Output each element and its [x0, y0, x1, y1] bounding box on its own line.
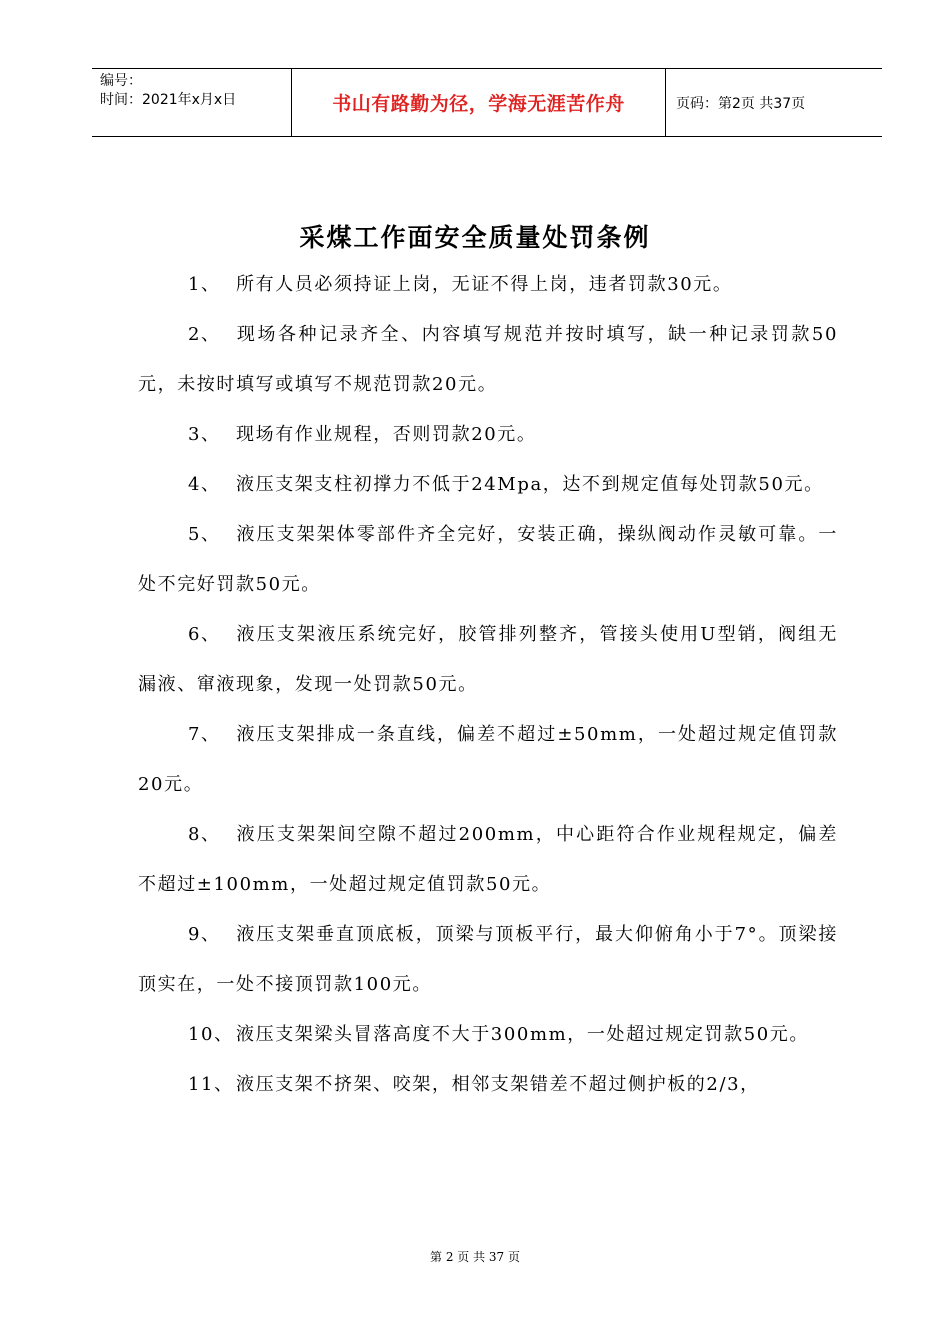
- item-text: 液压支架不挤架、咬架，相邻支架错差不超过侧护板的2/3，: [236, 1074, 760, 1095]
- page-footer: 第 2 页 共 37 页: [430, 1250, 520, 1264]
- item-number: 5、: [188, 524, 221, 545]
- header-page-info: [666, 69, 882, 136]
- item-text: 液压支架排成一条直线，偏差不超过±50mm，一处超过规定值罚款20元。: [138, 724, 838, 795]
- item-number: 6、: [188, 624, 221, 645]
- list-item: [138, 910, 838, 1010]
- page-header: [92, 68, 882, 137]
- time-label: 时间：2021年x月x日: [100, 92, 237, 108]
- item-number: 2、: [188, 324, 221, 345]
- list-item: [138, 460, 838, 510]
- item-text: 液压支架液压系统完好，胶管排列整齐，管接头使用U型销，阀组无漏液、窜液现象，发现一处罚款50元。: [138, 624, 838, 695]
- item-number: 4、: [188, 474, 221, 495]
- item-number: 7、: [188, 724, 221, 745]
- page-label: 页码：第2页 共37页: [676, 95, 806, 112]
- header-motto: 书山有路勤为径，学海无涯苦作舟: [292, 69, 666, 136]
- item-text: 液压支架垂直顶底板，顶梁与顶板平行，最大仰俯角小于7°。顶梁接顶实在，一处不接顶罚款100元。: [138, 924, 838, 995]
- code-label: 编号：: [100, 73, 142, 89]
- list-item: [138, 410, 838, 460]
- item-number: 11、: [188, 1074, 234, 1095]
- list-item: [138, 710, 838, 810]
- list-item: [138, 310, 838, 410]
- item-text: 现场各种记录齐全、内容填写规范并按时填写，缺一种记录罚款50元，未按时填写或填写不规范罚款20元。: [138, 324, 838, 395]
- item-number: 8、: [188, 824, 221, 845]
- item-text: 液压支架架体零部件齐全完好，安装正确，操纵阀动作灵敏可靠。一处不完好罚款50元。: [138, 524, 838, 595]
- list-item: [138, 1010, 838, 1060]
- list-item: [138, 1060, 838, 1110]
- list-item: [138, 810, 838, 910]
- document-body: [138, 260, 838, 1110]
- list-item: [138, 260, 838, 310]
- list-item: [138, 510, 838, 610]
- item-number: 1、: [188, 274, 221, 295]
- item-text: 现场有作业规程，否则罚款20元。: [236, 424, 537, 445]
- list-item: [138, 610, 838, 710]
- item-number: 9、: [188, 924, 221, 945]
- item-text: 液压支架支柱初撑力不低于24Mpa，达不到规定值每处罚款50元。: [236, 474, 824, 495]
- item-text: 所有人员必须持证上岗，无证不得上岗，违者罚款30元。: [236, 274, 733, 295]
- item-text: 液压支架架间空隙不超过200mm，中心距符合作业规程规定，偏差不超过±100mm，一处超过规定值罚款50元。: [138, 824, 838, 895]
- item-text: 液压支架梁头冒落高度不大于300mm，一处超过规定罚款50元。: [236, 1024, 809, 1045]
- header-meta: [92, 69, 292, 136]
- item-number: 3、: [188, 424, 221, 445]
- document-title: 采煤工作面安全质量处罚条例: [299, 223, 651, 252]
- item-number: 10、: [188, 1024, 234, 1045]
